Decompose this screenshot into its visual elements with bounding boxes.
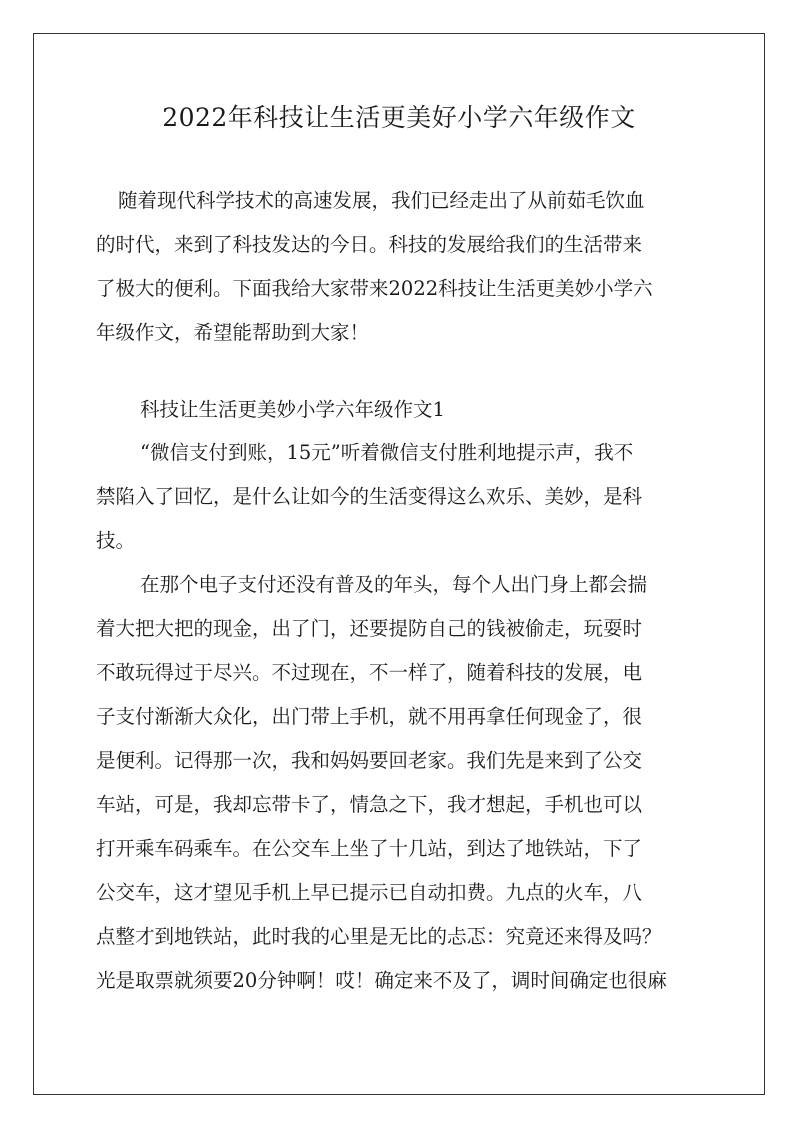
paragraph-line: 是便利。记得那一次，我和妈妈要回老家。我们先是来到了公交 [96, 749, 643, 772]
section-heading: 科技让生活更美妙小学六年级作文1 [140, 398, 445, 421]
paragraph-line: “微信支付到账，15元”听着微信支付胜利地提示声，我不 [140, 441, 634, 464]
paragraph-line: 光是取票就须要20分钟啊！哎！确定来不及了，调时间确定也很麻 [96, 969, 667, 992]
paragraph-line: 禁陷入了回忆，是什么让如今的生活变得这么欢乐、美妙，是科 [96, 485, 643, 508]
paragraph-line: 点整才到地铁站，此时我的心里是无比的忐忑：究竟还来得及吗？ [96, 925, 662, 948]
paragraph-line: 技。 [96, 529, 136, 552]
paragraph-line: 不敢玩得过于尽兴。不过现在，不一样了，随着科技的发展，电 [96, 661, 643, 684]
intro-line: 了极大的便利。下面我给大家带来2022科技让生活更美妙小学六 [96, 277, 653, 300]
paragraph-line: 着大把大把的现金，出了门，还要提防自己的钱被偷走，玩耍时 [96, 617, 643, 640]
intro-line: 随着现代科学技术的高速发展，我们已经走出了从前茹毛饮血 [118, 189, 645, 212]
document-title: 2022年科技让生活更美好小学六年级作文 [162, 103, 636, 132]
paragraph-line: 子支付渐渐大众化，出门带上手机，就不用再拿任何现金了，很 [96, 705, 643, 728]
paragraph-line: 车站，可是，我却忘带卡了，情急之下，我才想起，手机也可以 [96, 793, 643, 816]
paragraph-line: 打开乘车码乘车。在公交车上坐了十几站，到达了地铁站，下了 [96, 837, 643, 860]
intro-line: 的时代，来到了科技发达的今日。科技的发展给我们的生活带来 [96, 233, 643, 256]
paragraph-line: 在那个电子支付还没有普及的年头，每个人出门身上都会揣 [140, 573, 648, 596]
paragraph-line: 公交车，这才望见手机上早已提示已自动扣费。九点的火车，八 [96, 881, 643, 904]
intro-line: 年级作文，希望能帮助到大家！ [96, 321, 370, 344]
